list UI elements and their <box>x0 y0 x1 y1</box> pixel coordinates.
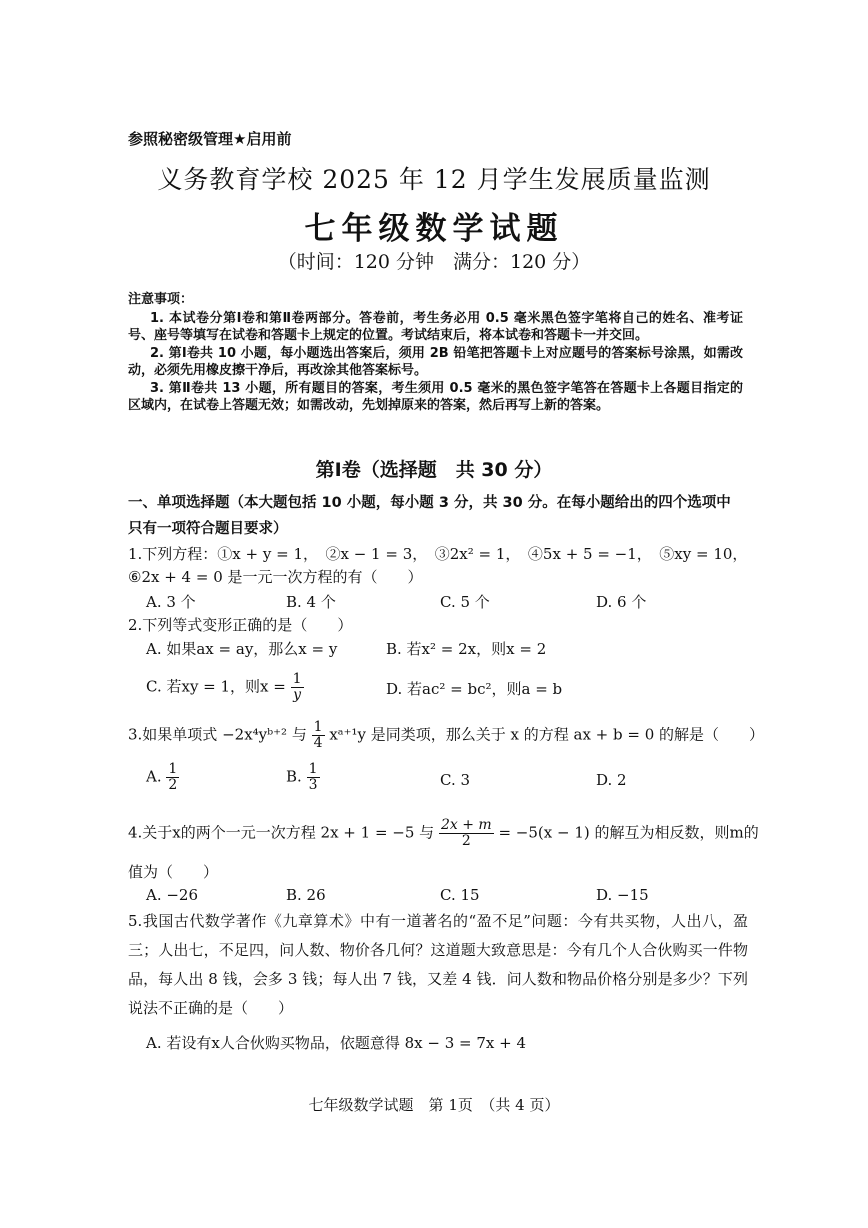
question-5-stem: 5.我国古代数学著作《九章算术》中有一道著名的“盈不足”问题：今有共买物，人出八，盈三；人出七，不足四，问人数、物价各几何？这道题大致意思是：今有几个人合伙购买一件物品，每人出 8 钱，会多 3 钱；每人出 7 钱，又差 4 钱．问人数和物品价格分别是多少？下列说法不正确的是（ ） <box>128 912 748 1017</box>
option-c: C. 5 个 <box>440 593 490 611</box>
time-score-line: （时间：120 分钟 满分：120 分） <box>277 251 591 273</box>
option-b: B. 26 <box>286 886 326 904</box>
question-4-text-post: = −5(x − 1) 的解互为相反数，则m的 <box>498 823 759 842</box>
fraction-denominator: 2 <box>461 833 471 849</box>
option-a: A. −26 <box>146 886 199 904</box>
notice-block <box>128 291 743 415</box>
fraction <box>291 672 304 703</box>
question-1-line2: ⑥2x + 4 = 0 是一元一次方程的有（ ） <box>128 568 423 586</box>
option-a <box>146 762 179 793</box>
section-description: 一、单项选择题（本大题包括 10 小题，每小题 3 分，共 30 分。在每小题给出的四个选项中只有一项符合题目要求） <box>128 495 731 537</box>
question-4-line2: 值为（ ） <box>128 863 219 881</box>
fraction-numerator: 1 <box>292 671 302 687</box>
option-b <box>286 762 320 793</box>
question-1-line1: 1.下列方程：①x + y = 1， ②x − 1 = 3， ③2x² = 1， ④5x + 5 = −1， ⑤xy = 10， <box>128 545 748 563</box>
option-d: D. 6 个 <box>596 593 647 611</box>
notice-heading: 注意事项： <box>128 292 194 307</box>
option-d: D. −15 <box>596 886 649 904</box>
option-b: B. 4 个 <box>286 593 336 611</box>
fraction <box>312 720 325 751</box>
question-3-text-pre: 3.如果单项式 −2x⁴yᵇ⁺² 与 <box>128 725 307 744</box>
fraction <box>166 762 179 793</box>
notice-item: 1. 本试卷分第Ⅰ卷和第Ⅱ卷两部分。答卷前，考生务必用 0.5 毫米黑色签字笔将自己的姓名、准考证号、座号等填写在试卷和答题卡上规定的位置。考试结束后，将本试卷和答题卡一并交回。 <box>128 310 743 343</box>
fraction-numerator: 1 <box>313 719 323 735</box>
question-2-stem: 2.下列等式变形正确的是（ ） <box>128 616 353 634</box>
page-footer: 七年级数学试题 第 1页 （共 4 页） <box>308 1096 560 1114</box>
fraction-denominator: 3 <box>308 777 318 793</box>
option-b: B. 若x² = 2x，则x = 2 <box>386 640 547 658</box>
question-4-text-pre: 4.关于x的两个一元一次方程 2x + 1 = −5 与 <box>128 823 435 842</box>
fraction <box>307 762 320 793</box>
question-4-stem <box>128 817 759 849</box>
option-a: A. 如果ax = ay，那么x = y <box>146 640 338 658</box>
option-c: C. 3 <box>440 771 471 789</box>
notice-item: 2. 第Ⅰ卷共 10 小题，每小题选出答案后，须用 2B 铅笔把答题卡上对应题号的答案标号涂黑，如需改动，必须先用橡皮擦干净后，再改涂其他答案标号。 <box>128 345 743 378</box>
fraction <box>439 818 494 849</box>
section-title: 第Ⅰ卷（选择题 共 30 分） <box>315 459 553 481</box>
option-label: B. <box>286 767 302 786</box>
option-a: A. 3 个 <box>146 593 196 611</box>
option-c-text: C. 若xy = 1，则x = <box>146 677 286 696</box>
option-c <box>146 672 304 703</box>
option-a: A. 若设有x人合伙购买物品，依题意得 8x − 3 = 7x + 4 <box>146 1034 527 1052</box>
fraction-denominator: 4 <box>313 735 323 751</box>
question-3-text-post: xᵃ⁺¹y 是同类项，那么关于 x 的方程 ax + b = 0 的解是（ ） <box>329 725 765 744</box>
fraction-numerator: 1 <box>168 761 178 777</box>
notice-item: 3. 第Ⅱ卷共 13 小题，所有题目的答案，考生须用 0.5 毫米的黑色签字笔答在答题卡上各题目指定的区域内，在试卷上答题无效；如需改动，先划掉原来的答案，然后再写上新的答案。 <box>128 380 743 413</box>
fraction-numerator: 2x + m <box>440 817 492 833</box>
exam-title: 义务教育学校 2025 年 12 月学生发展质量监测 <box>157 165 711 194</box>
confidential-mark: 参照秘密级管理★启用前 <box>128 130 292 148</box>
fraction-denominator: 2 <box>168 777 178 793</box>
question-3-stem <box>128 719 765 751</box>
option-c: C. 15 <box>440 886 480 904</box>
option-d: D. 2 <box>596 771 627 789</box>
exam-subject-title: 七年级数学试题 <box>304 211 564 247</box>
fraction-denominator: y <box>293 687 302 703</box>
option-label: A. <box>146 767 162 786</box>
fraction-numerator: 1 <box>308 761 318 777</box>
option-d: D. 若ac² = bc²，则a = b <box>386 680 563 698</box>
